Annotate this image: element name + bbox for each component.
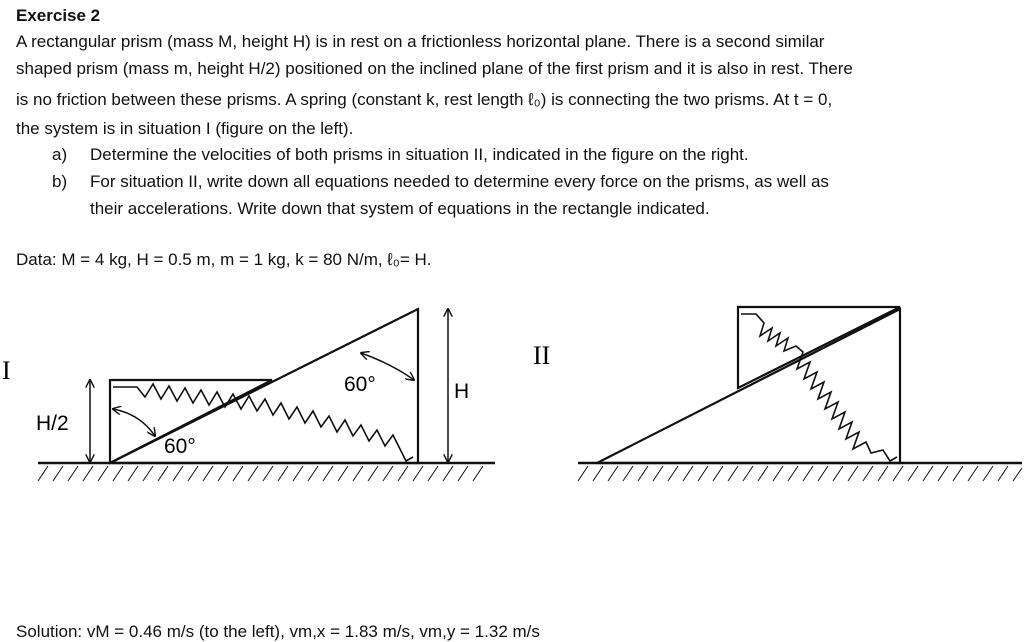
situation-ii-label: II — [533, 341, 551, 370]
ground-right — [578, 463, 1022, 481]
question-a-label: a) — [52, 145, 68, 164]
question-b-text-2: their accelerations. Write down that system of equations in the rectangle indicated. — [90, 199, 710, 218]
data-line: Data: M = 4 kg, H = 0.5 m, m = 1 kg, k = 80 N/m, ℓ₀= H. — [16, 250, 432, 269]
question-b — [52, 172, 829, 192]
ground-left — [38, 463, 495, 481]
question-b-label: b) — [52, 172, 68, 191]
exercise-title: Exercise 2 — [16, 6, 101, 25]
half-height-label: H/2 — [36, 412, 69, 435]
solution-line: Solution: vM = 0.46 m/s (to the left), vm,x = 1.83 m/s, vm,y = 1.32 m/s — [16, 622, 540, 641]
large-prism-right — [597, 309, 900, 463]
question-b-text-1: For situation II, write down all equations needed to determine every force on the prisms, as well as — [90, 172, 829, 191]
spring-right — [741, 314, 897, 461]
situation-i-label: I — [2, 356, 11, 385]
height-label: H — [454, 380, 470, 403]
intro-line-1: A rectangular prism (mass M, height H) is in rest on a frictionless horizontal plane. There is a second similar — [16, 32, 825, 51]
angle-label-top: 60° — [344, 373, 376, 396]
intro-line-2: shaped prism (mass m, height H/2) positioned on the inclined plane of the first prism and it is also in rest. There — [16, 59, 853, 78]
intro-line-4: the system is in situation I (figure on the left). — [16, 119, 354, 138]
angle-label-bottom: 60° — [164, 435, 196, 458]
small-prism-right — [738, 307, 900, 388]
question-a-text: Determine the velocities of both prisms in situation II, indicated in the figure on the right. — [90, 145, 749, 164]
question-a — [52, 145, 749, 165]
angle-arc-bottom — [113, 409, 155, 436]
intro-line-3: is no friction between these prisms. A spring (constant k, rest length ℓ₀) is connecting the two prisms. At t = 0, — [16, 90, 833, 109]
prisms-figure — [0, 290, 1024, 520]
